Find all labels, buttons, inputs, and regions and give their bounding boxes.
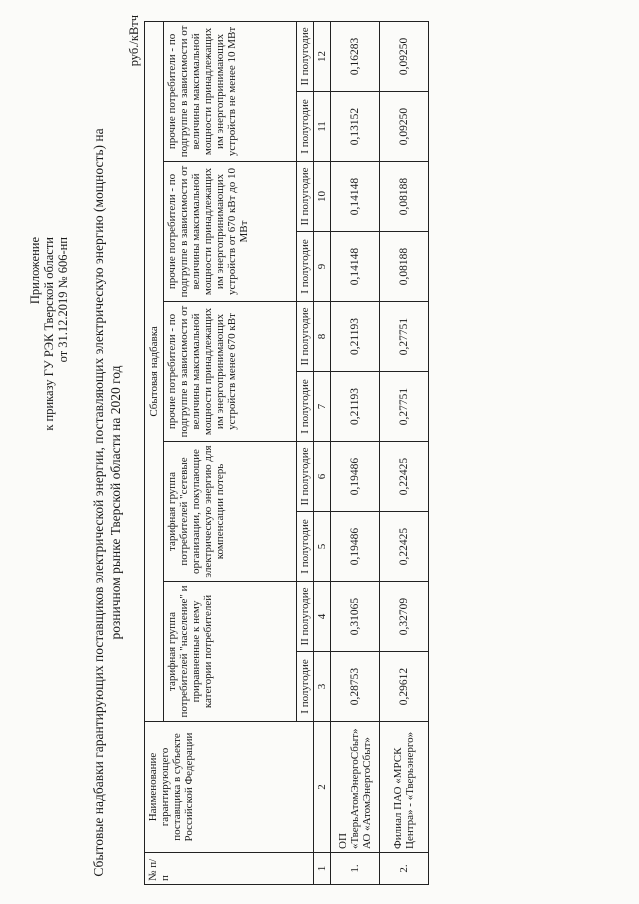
half-header: II полугодие [297,162,314,232]
markup-header: Сбытовая надбавка [145,21,164,721]
value-cell: 0,31065 [331,582,380,652]
index-cell: 8 [314,302,331,372]
num-header: № п/п [145,853,314,885]
value-cell: 0,08188 [380,232,429,302]
value-cell: 0,14148 [331,232,380,302]
index-cell: 12 [314,21,331,91]
half-header: I полугодие [297,512,314,582]
value-cell: 0,19486 [331,442,380,512]
value-cell: 0,22425 [380,442,429,512]
appendix-line-1: Приложение [28,237,42,305]
index-cell: 3 [314,652,331,722]
appendix-line-3: от 31.12.2019 № 606-нп [56,237,70,363]
value-cell: 0,29612 [380,652,429,722]
group-over-10mw: прочие потребители - по подгруппе в зависимости от величины максимальной мощности принадлежащих им энергопринимающих устройств не менее 10 МВт [164,21,297,161]
value-cell: 0,28753 [331,652,380,722]
half-header: I полугодие [297,92,314,162]
document-title [90,120,124,885]
half-header: I полугодие [297,652,314,722]
index-cell: 2 [314,722,331,853]
index-cell: 7 [314,372,331,442]
index-cell: 9 [314,232,331,302]
half-header: I полугодие [297,372,314,442]
supplier-name: Филиал ПАО «МРСК Центра» - «Тверьэнерго» [380,722,429,853]
group-population: тарифная группа потребителей "население" и приравненные к нему категории потребителей [164,582,297,722]
value-cell: 0,21193 [331,302,380,372]
index-cell: 11 [314,92,331,162]
rotated-document-page [20,15,620,885]
index-cell: 1 [314,853,331,885]
appendix-line-2: к приказу ГУ РЭК Тверской области [42,237,56,431]
value-cell: 0,13152 [331,92,380,162]
half-header: II полугодие [297,302,314,372]
unit-label: руб./кВтч [127,15,141,67]
value-cell: 0,16283 [331,21,380,91]
table-row [331,21,380,884]
value-cell: 0,09250 [380,21,429,91]
group-under-670kw: прочие потребители - по подгруппе в зависимости от величины максимальной мощности принадлежащих им энергопринимающих устройств менее 670 кВт [164,302,297,442]
index-cell: 5 [314,512,331,582]
name-header: Наименование гарантирующего поставщика в субъекте Российской Федерации [145,722,314,853]
group-network: тарифная группа потребителей "сетевые организации, покупающие электрическую энергию для компенсации потерь [164,442,297,582]
half-header: II полугодие [297,21,314,91]
half-header: I полугодие [297,232,314,302]
title-line-2: розничном рынке Тверской области на 2020 год [108,365,123,640]
half-header: II полугодие [297,582,314,652]
group-670kw-10mw: прочие потребители - по подгруппе в зависимости от величины максимальной мощности принадлежащих им энергопринимающих устройств от 670 кВт до 10 МВт [164,162,297,302]
markup-table [144,21,429,885]
index-cell: 6 [314,442,331,512]
value-cell: 0,09250 [380,92,429,162]
row-num: 2. [380,853,429,885]
value-cell: 0,27751 [380,302,429,372]
index-row [314,21,331,884]
value-cell: 0,27751 [380,372,429,442]
value-cell: 0,32709 [380,582,429,652]
row-num: 1. [331,853,380,885]
table-row [380,21,429,884]
value-cell: 0,22425 [380,512,429,582]
supplier-name: ОП «ТверьАтомЭнергоСбыт» АО «АтомЭнергоСбыт» [331,722,380,853]
index-cell: 10 [314,162,331,232]
value-cell: 0,14148 [331,162,380,232]
value-cell: 0,08188 [380,162,429,232]
value-cell: 0,19486 [331,512,380,582]
index-cell: 4 [314,582,331,652]
header-row-1 [145,21,164,884]
value-cell: 0,21193 [331,372,380,442]
half-header: II полугодие [297,442,314,512]
title-line-1: Сбытовые надбавки гарантирующих поставщиков электрической энергии, поставляющих электрическую энергию (мощность) на [91,128,106,877]
appendix-note [28,237,70,431]
